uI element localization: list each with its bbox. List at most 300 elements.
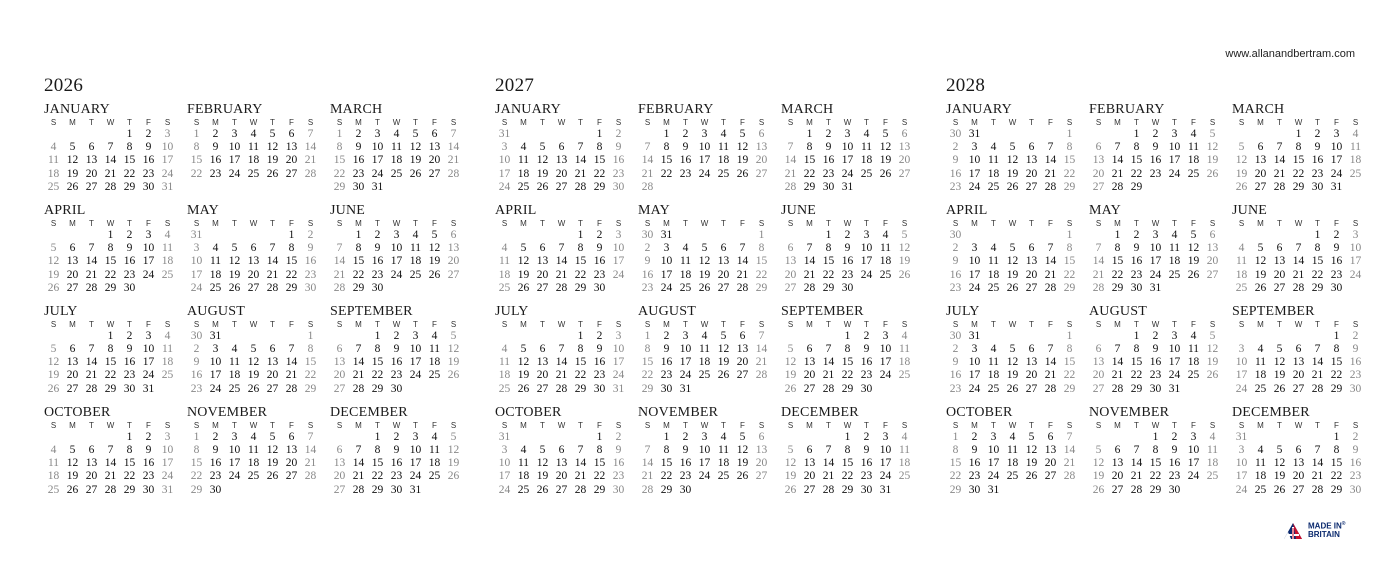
week-row	[44, 154, 177, 167]
day-cell: 29	[1292, 180, 1305, 193]
weekday-letter: T	[375, 218, 380, 228]
day-cell: 12	[1006, 356, 1019, 369]
day-cell	[1022, 128, 1041, 141]
day-cell: 3	[882, 329, 889, 342]
week-row	[781, 269, 914, 282]
weekday-letter: W	[843, 420, 852, 430]
day-cell: 30	[304, 281, 317, 294]
day-cell: 27	[898, 167, 911, 180]
weekday-letter: M	[971, 319, 978, 329]
day-cell: 30	[860, 382, 873, 395]
weekday-header	[330, 319, 463, 330]
day-cell: 5	[450, 329, 457, 342]
day-cell: 9	[1352, 343, 1359, 356]
weekday-letter: T	[89, 319, 94, 329]
weekday-letter: M	[1257, 420, 1264, 430]
day-cell: 21	[85, 369, 98, 382]
day-cell: 13	[1025, 255, 1038, 268]
week-row	[638, 457, 771, 470]
day-cell: 18	[987, 167, 1000, 180]
year-2026	[44, 76, 474, 497]
weekday-letter: W	[700, 319, 709, 329]
day-cell: 26	[784, 483, 797, 496]
weekday-letter: T	[683, 118, 688, 127]
weekday-letter: S	[1209, 218, 1216, 228]
month-november	[187, 405, 320, 497]
weekday-letter: S	[1095, 118, 1102, 127]
day-cell: 31	[987, 483, 1000, 496]
day-cell	[800, 330, 819, 343]
day-cell: 15	[660, 457, 673, 470]
day-cell: 26	[898, 268, 911, 281]
day-cell: 1	[577, 329, 584, 342]
day-cell: 14	[803, 255, 816, 268]
day-cell: 5	[69, 141, 76, 154]
week-row	[187, 141, 320, 154]
day-cell: 23	[1349, 369, 1362, 382]
day-cell: 27	[1111, 483, 1124, 496]
day-cell: 25	[428, 470, 441, 483]
day-cell: 28	[85, 281, 98, 294]
day-cell: 9	[1133, 242, 1140, 255]
day-cell: 22	[104, 268, 117, 281]
day-cell: 6	[1295, 343, 1302, 356]
day-cell: 12	[736, 141, 749, 154]
day-cell	[1041, 128, 1060, 141]
day-cell: 6	[1114, 444, 1121, 456]
day-cell: 1	[758, 228, 765, 241]
day-cell	[857, 282, 876, 295]
day-cell: 15	[755, 255, 768, 268]
day-cell: 4	[520, 141, 527, 154]
day-cell: 10	[968, 255, 981, 268]
weekday-letter: T	[89, 118, 94, 127]
day-cell: 28	[574, 180, 587, 193]
week-row	[44, 229, 177, 242]
day-cell: 24	[190, 281, 203, 294]
day-cell: 3	[701, 430, 708, 443]
weekday-header	[781, 420, 914, 431]
day-cell: 25	[1349, 167, 1362, 180]
day-cell: 26	[517, 281, 530, 294]
weekday-letter: M	[971, 218, 978, 228]
week-row	[1089, 128, 1222, 141]
day-cell: 7	[1314, 343, 1321, 356]
day-cell: 6	[558, 141, 565, 154]
weekday-letter: S	[952, 319, 959, 329]
day-cell: 11	[898, 343, 911, 356]
day-cell: 20	[1292, 369, 1305, 382]
weekday-letter: M	[806, 218, 813, 228]
weekday-letter: T	[1134, 420, 1139, 430]
weekday-letter: S	[758, 118, 765, 127]
day-cell: 26	[66, 180, 79, 193]
day-cell	[44, 431, 63, 444]
day-cell: 2	[971, 430, 978, 443]
day-cell: 5	[1276, 343, 1283, 356]
day-cell: 12	[447, 343, 460, 356]
week-row	[1232, 181, 1365, 194]
day-cell: 2	[682, 128, 689, 140]
day-cell: 30	[209, 483, 222, 496]
day-cell: 11	[679, 255, 692, 268]
day-cell: 21	[1311, 470, 1324, 483]
day-cell	[425, 282, 444, 295]
day-cell: 7	[806, 242, 813, 255]
day-cell	[187, 181, 206, 194]
day-cell: 31	[190, 228, 203, 241]
day-cell: 5	[701, 242, 708, 255]
day-cell	[63, 229, 82, 242]
month-name: SEPTEMBER	[330, 303, 413, 319]
day-cell: 26	[66, 483, 79, 496]
day-cell: 3	[412, 430, 419, 443]
day-cell	[1165, 181, 1184, 194]
day-cell	[301, 181, 320, 194]
day-cell: 4	[990, 343, 997, 356]
day-cell: 10	[190, 255, 203, 268]
day-cell	[609, 282, 628, 295]
day-cell: 7	[1114, 141, 1121, 154]
day-cell: 31	[968, 128, 981, 140]
day-cell	[282, 181, 301, 194]
month-name: JANUARY	[495, 102, 561, 117]
day-cell: 12	[698, 255, 711, 268]
day-cell: 21	[304, 154, 317, 167]
month-may	[1089, 203, 1222, 295]
week-row	[781, 356, 914, 369]
weekday-letter: F	[146, 420, 151, 430]
day-cell: 4	[501, 343, 508, 356]
day-cell: 9	[393, 343, 400, 356]
day-cell: 7	[787, 141, 794, 154]
week-row	[638, 154, 771, 167]
day-cell: 27	[1254, 180, 1267, 193]
day-cell	[244, 181, 263, 194]
day-cell: 10	[161, 444, 174, 456]
day-cell: 25	[47, 180, 60, 193]
day-cell: 30	[1349, 382, 1362, 395]
weekday-letter: S	[1352, 118, 1359, 127]
day-cell: 23	[352, 167, 365, 180]
month-name: NOVEMBER	[187, 404, 268, 420]
month-june	[330, 203, 463, 295]
day-cell: 11	[47, 154, 60, 167]
week-row	[1232, 444, 1365, 457]
week-row	[781, 369, 914, 382]
day-cell: 8	[126, 444, 133, 456]
day-cell: 21	[1111, 167, 1124, 180]
day-cell: 1	[374, 430, 381, 443]
day-cell: 15	[371, 457, 384, 470]
day-cell: 15	[593, 457, 606, 470]
weekday-letter: F	[740, 218, 745, 228]
day-cell	[444, 282, 463, 295]
day-cell: 25	[517, 483, 530, 496]
day-cell: 8	[336, 141, 343, 154]
day-cell: 27	[1025, 281, 1038, 294]
weekday-letter: S	[1066, 420, 1073, 430]
week-row	[330, 457, 463, 470]
day-cell: 6	[1028, 242, 1035, 255]
weekday-letter: F	[597, 319, 602, 329]
week-row	[638, 255, 771, 268]
day-cell: 1	[193, 128, 200, 140]
weekday-letter: M	[1114, 420, 1121, 430]
weekday-letter: M	[69, 218, 76, 228]
weekday-letter: T	[1277, 319, 1282, 329]
day-cell: 27	[247, 281, 260, 294]
day-cell: 24	[209, 382, 222, 395]
day-cell: 20	[1025, 167, 1038, 180]
day-cell: 7	[269, 242, 276, 255]
day-cell: 17	[698, 154, 711, 167]
day-cell: 2	[1152, 128, 1159, 140]
day-cell: 25	[879, 268, 892, 281]
day-cell: 2	[952, 141, 959, 154]
day-cell: 3	[615, 228, 622, 241]
day-cell: 21	[285, 369, 298, 382]
day-cell: 26	[698, 281, 711, 294]
week-row	[781, 330, 914, 343]
day-cell: 29	[574, 281, 587, 294]
day-cell: 30	[390, 382, 403, 395]
day-cell: 9	[126, 343, 133, 356]
day-cell: 2	[1152, 329, 1159, 342]
day-cell: 16	[190, 369, 203, 382]
day-cell	[1003, 330, 1022, 343]
month-march	[781, 102, 914, 194]
day-cell: 28	[1044, 281, 1057, 294]
week-row	[946, 255, 1079, 268]
day-cell: 14	[285, 356, 298, 369]
weekday-letter: M	[1257, 218, 1264, 228]
weekday-header	[44, 319, 177, 330]
day-cell: 1	[1133, 128, 1140, 140]
day-cell: 17	[1235, 369, 1248, 382]
day-cell: 29	[822, 281, 835, 294]
day-cell: 4	[412, 228, 419, 241]
day-cell: 22	[1130, 167, 1143, 180]
day-cell: 2	[1352, 329, 1359, 342]
day-cell: 28	[104, 483, 117, 496]
day-cell	[1270, 128, 1289, 141]
weekday-letter: M	[520, 218, 527, 228]
weekday-letter: T	[1134, 118, 1139, 127]
day-cell: 30	[190, 329, 203, 342]
day-cell: 19	[784, 369, 797, 382]
day-cell: 28	[822, 483, 835, 496]
month-name: DECEMBER	[781, 404, 859, 420]
day-cell: 7	[1047, 141, 1054, 154]
weekday-letter: F	[289, 319, 294, 329]
weekday-letter: T	[721, 118, 726, 127]
day-cell: 9	[1314, 141, 1321, 154]
day-cell	[63, 128, 82, 141]
day-cell: 11	[879, 242, 892, 255]
week-row	[1232, 154, 1365, 167]
week-row	[187, 470, 320, 483]
week-row	[1089, 470, 1222, 483]
day-cell: 7	[558, 343, 565, 356]
month-name: MARCH	[330, 102, 383, 117]
day-cell: 5	[250, 343, 257, 356]
day-cell: 6	[806, 343, 813, 356]
day-cell: 9	[1171, 444, 1178, 456]
day-cell: 20	[736, 356, 749, 369]
day-cell	[1003, 484, 1022, 497]
weekday-letter: M	[1114, 319, 1121, 329]
day-cell: 26	[517, 382, 530, 395]
weekday-letter: T	[826, 118, 831, 127]
week-row	[1232, 330, 1365, 343]
day-cell: 28	[1311, 382, 1324, 395]
weekday-letter: T	[270, 319, 275, 329]
day-cell	[1289, 229, 1308, 242]
day-cell: 20	[555, 167, 568, 180]
day-cell: 11	[1349, 141, 1362, 154]
week-row	[1089, 255, 1222, 268]
weekday-letter: M	[355, 420, 362, 430]
day-cell: 13	[755, 141, 768, 154]
weekday-letter: S	[952, 118, 959, 127]
day-cell	[225, 229, 244, 242]
day-cell: 23	[390, 470, 403, 483]
day-cell: 12	[447, 444, 460, 456]
day-cell: 11	[717, 141, 730, 154]
week-row	[781, 470, 914, 483]
day-cell: 14	[1063, 444, 1076, 456]
month-name: SEPTEMBER	[781, 303, 864, 319]
day-cell: 22	[104, 369, 117, 382]
day-cell: 13	[1092, 356, 1105, 369]
week-row	[1232, 484, 1365, 497]
month-name: NOVEMBER	[638, 404, 719, 420]
day-cell: 19	[66, 470, 79, 483]
day-cell: 16	[142, 457, 155, 470]
day-cell: 10	[968, 154, 981, 167]
day-cell: 2	[663, 329, 670, 342]
day-cell	[895, 282, 914, 295]
day-cell: 6	[1028, 141, 1035, 154]
weekday-letter: S	[1209, 118, 1216, 127]
badge-line-1: MADE IN®	[1308, 521, 1346, 531]
day-cell: 29	[304, 382, 317, 395]
day-cell: 24	[968, 281, 981, 294]
day-cell: 7	[1047, 343, 1054, 356]
day-cell: 8	[374, 444, 381, 456]
day-cell: 4	[990, 141, 997, 154]
day-cell: 12	[1254, 255, 1267, 268]
day-cell: 24	[612, 369, 625, 382]
day-cell: 31	[498, 430, 511, 443]
day-cell: 22	[660, 167, 673, 180]
day-cell: 1	[844, 329, 851, 342]
day-cell: 8	[1133, 141, 1140, 154]
week-row	[495, 168, 628, 181]
day-cell: 18	[1349, 154, 1362, 167]
day-cell: 10	[142, 242, 155, 255]
day-cell	[349, 431, 368, 444]
weekday-header	[495, 218, 628, 229]
week-row	[638, 282, 771, 295]
weekday-letter: S	[901, 319, 908, 329]
day-cell: 22	[333, 167, 346, 180]
day-cell	[1003, 128, 1022, 141]
day-cell: 7	[758, 329, 765, 342]
week-row	[187, 154, 320, 167]
day-cell: 29	[1130, 180, 1143, 193]
week-row	[187, 255, 320, 268]
day-cell: 16	[123, 356, 136, 369]
week-row	[1089, 369, 1222, 382]
day-cell: 17	[841, 154, 854, 167]
day-cell: 10	[860, 242, 873, 255]
weekday-letter: T	[1172, 218, 1177, 228]
day-cell: 25	[987, 281, 1000, 294]
day-cell: 22	[1063, 268, 1076, 281]
weekday-header	[44, 117, 177, 128]
week-row	[638, 128, 771, 141]
day-cell	[733, 229, 752, 242]
website-url: www.allanandbertram.com	[1225, 48, 1355, 60]
weekday-letter: T	[1134, 319, 1139, 329]
weekday-header	[946, 117, 1079, 128]
week-row	[781, 128, 914, 141]
day-cell: 12	[66, 457, 79, 470]
week-row	[1089, 444, 1222, 457]
day-cell: 17	[498, 167, 511, 180]
day-cell: 26	[536, 180, 549, 193]
day-cell: 1	[663, 430, 670, 443]
day-cell	[1251, 229, 1270, 242]
day-cell: 17	[209, 369, 222, 382]
weekday-letter: S	[952, 218, 959, 228]
day-cell: 20	[1206, 255, 1219, 268]
day-cell: 7	[558, 242, 565, 255]
day-cell: 4	[1257, 444, 1264, 456]
months-grid	[44, 102, 474, 497]
week-row	[781, 383, 914, 396]
day-cell: 25	[860, 167, 873, 180]
week-row	[495, 242, 628, 255]
day-cell: 8	[1133, 343, 1140, 356]
day-cell: 13	[555, 457, 568, 470]
week-row	[330, 343, 463, 356]
day-cell	[1184, 282, 1203, 295]
day-cell: 2	[844, 228, 851, 241]
day-cell: 14	[1111, 154, 1124, 167]
month-april	[946, 203, 1079, 295]
weekday-letter: T	[127, 218, 132, 228]
day-cell	[244, 484, 263, 497]
day-cell: 16	[1168, 457, 1181, 470]
weekday-letter: W	[106, 319, 115, 329]
day-cell: 3	[1171, 329, 1178, 342]
month-december	[1232, 405, 1365, 497]
month-name: MAY	[638, 202, 670, 218]
day-cell: 8	[806, 141, 813, 154]
week-row	[330, 269, 463, 282]
month-name: DECEMBER	[1232, 404, 1310, 420]
day-cell: 17	[371, 154, 384, 167]
day-cell: 3	[374, 128, 381, 140]
week-row	[187, 269, 320, 282]
day-cell: 23	[660, 369, 673, 382]
weekday-letter: M	[69, 118, 76, 127]
day-cell	[876, 282, 895, 295]
day-cell: 27	[803, 382, 816, 395]
